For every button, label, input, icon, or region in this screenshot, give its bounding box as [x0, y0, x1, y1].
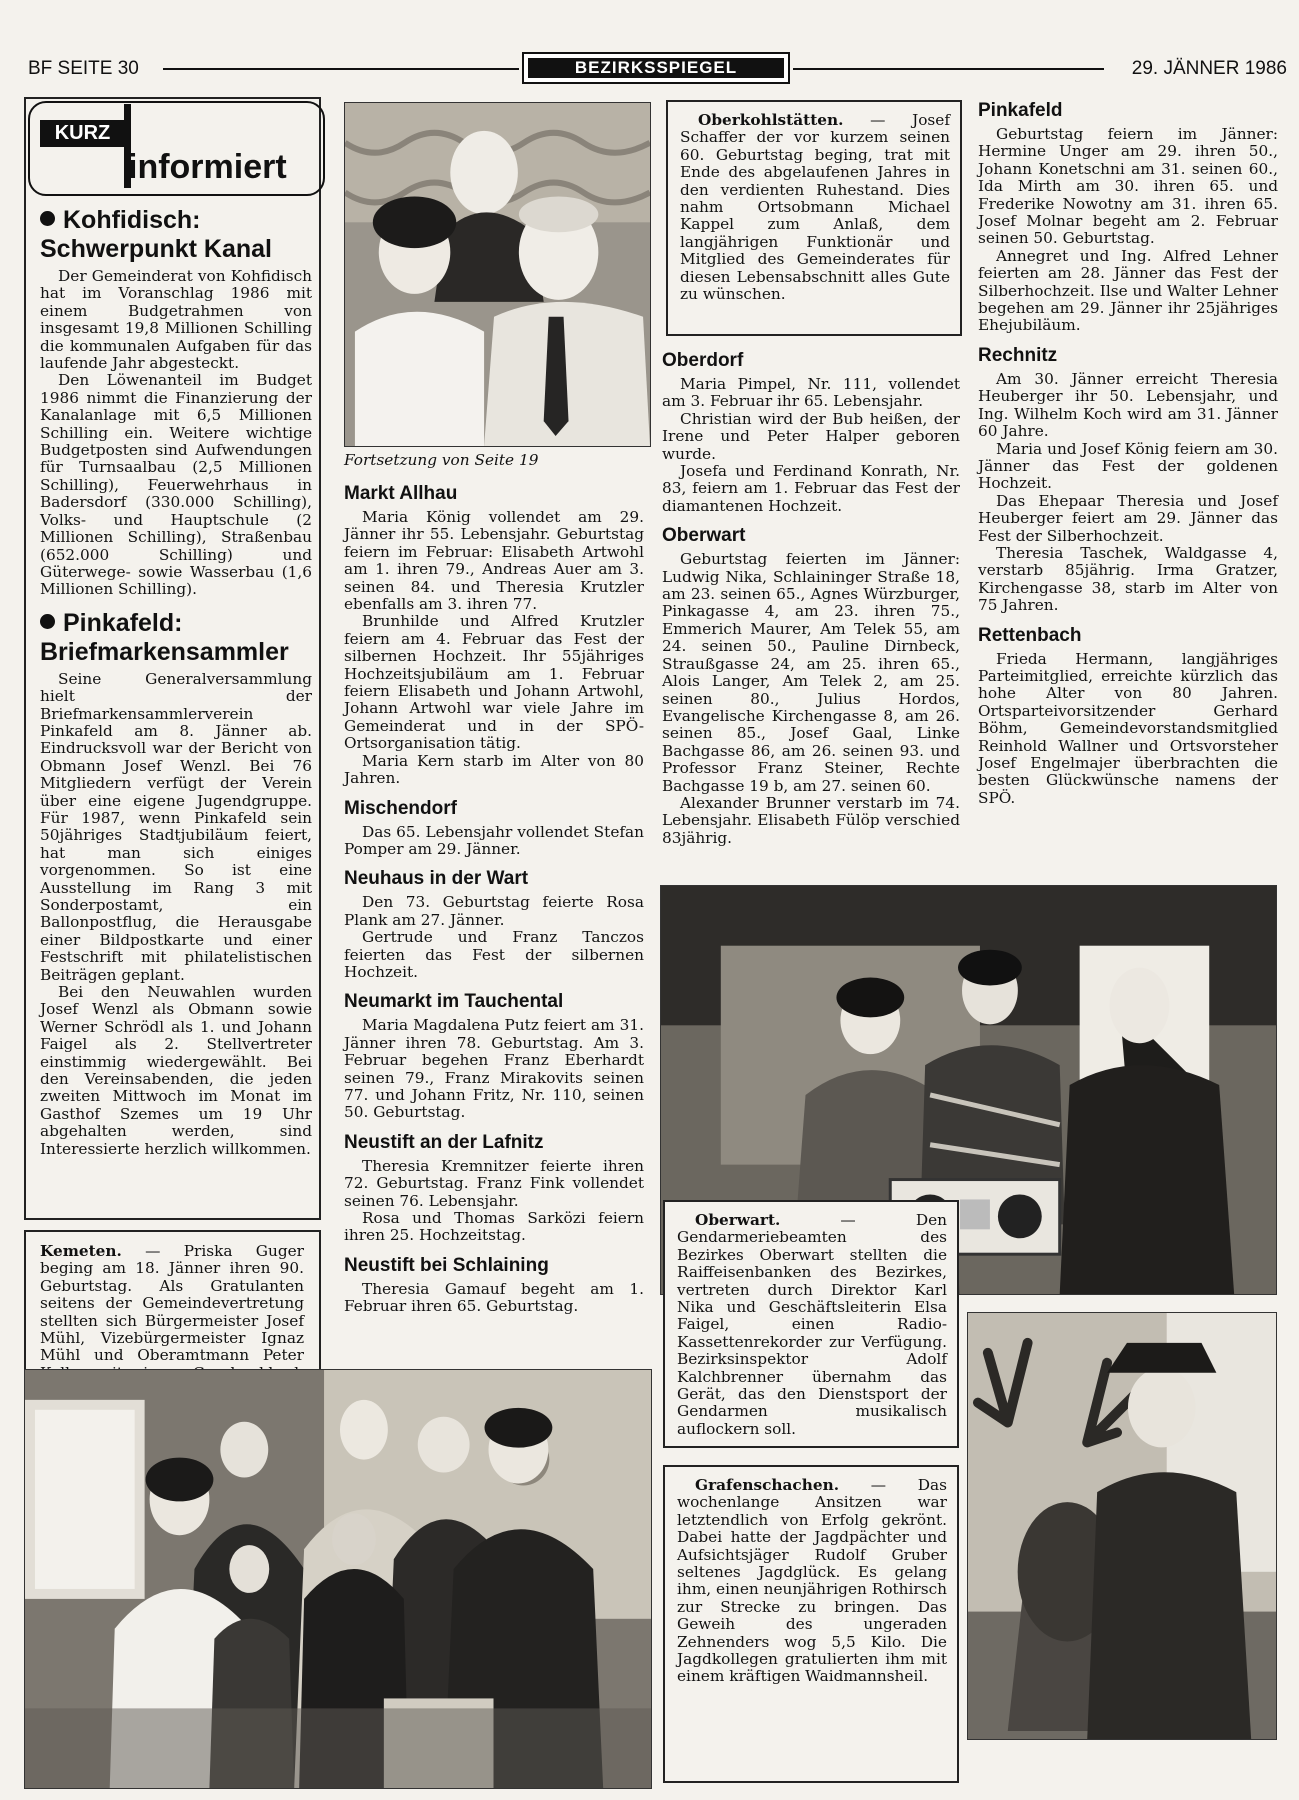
headline-kohfidisch: Kohfidisch: Schwerpunkt Kanal: [40, 206, 272, 263]
heading-mischendorf: Mischendorf: [344, 797, 457, 819]
article-paragraph: Theresia Kremnitzer feierte ihren 72. Geburtstag. Franz Fink vollendet seinen 76. Lebensjahr.: [344, 1156, 644, 1210]
article-paragraph: Das Ehepaar Theresia und Josef Heuberger feiert am 29. Jänner das Fest der Silberhochzeit.: [978, 491, 1278, 545]
article-paragraph: Das 65. Lebensjahr vollendet Stefan Pomper am 29. Jänner.: [344, 822, 644, 858]
article-paragraph: Am 30. Jänner erreicht Theresia Heuberger ihr 50. Lebensjahr, und Ing. Wilhelm Koch wird am 31. Jänner 60 Jahre.: [978, 369, 1278, 441]
headline-pinkafeld: Pinkafeld: Briefmarkensammler: [40, 608, 289, 666]
kurz-logo-word: informiert: [128, 148, 287, 186]
header-rule-right: [793, 68, 1104, 70]
article-paragraph: Gertrude und Franz Tanczos feierten das Fest der silbernen Hochzeit.: [344, 928, 644, 981]
article-paragraph: Brunhilde und Alfred Krutzler feiern am 4. Februar das Fest der silbernen Hochzeit. Ihr 55jähriges Hochzeitsjubiläum am 1. Februar feiern Elisabeth und Johann Artwohl, Johann Artwohl war viele Jahre im Gemeinderat und in der SPÖ-Ortsorganisation tätig.: [344, 612, 644, 753]
oberkohlstaetten-text: [680, 112, 950, 303]
article-paragraph: Maria Kern starb im Alter von 80 Jahren.: [344, 751, 644, 788]
article-paragraph: Kemeten. — Priska Guger beging am 18. Jänner ihren 90. Geburtstag. Als Gratulanten seitens der Gemeindevertretung stellten sich Bürgermeister Josef Mühl, Vizebürgermeister Ignaz Mühl und Oberamtmann Peter: [40, 1242, 304, 1365]
article-paragraph: Maria Magdalena Putz feiert am 31. Jänner ihren 78. Geburtstag. Am 3. Februar begehen Franz Eberhardt seinen 79., Franz Mirakovits seinen 77. und Johann Fritz, Nr. 110, seinen 50. Geburtstag.: [344, 1016, 644, 1122]
article-paragraph: Bei den Neuwahlen wurden Josef Wenzl als Obmann sowie Werner Schrödl als 1. und Johann Faigel als 2. Stellvertreter einstimmig wiedergewählt. Bei den Vereinsabenden, die jeden zweiten Mittwoch im Monat im Gasthof Szemes um 19 Uhr abgehalten werden, sind Interessierte herzlich willkommen.: [40, 983, 312, 1158]
column-4-text: [978, 100, 1278, 807]
issue-date: 29. JÄNNER 1986: [1131, 58, 1287, 79]
heading-rettenbach: Rettenbach: [978, 624, 1082, 646]
heading-rechnitz: Rechnitz: [978, 344, 1058, 366]
article-paragraph: Maria und Josef König feiern am 30. Jänner das Fest der goldenen Hochzeit.: [978, 439, 1278, 493]
column-2-text: [344, 483, 644, 1316]
article-paragraph: Oberwart. — Den Gendarmeriebeamten des Bezirkes Oberwart stellten die Raiffeisenbanken des Bezirkes, vertreten durch Direktor Karl Nika und Geschäftsleiterin Elsa Faigel, einen Radio-Kassettenrekorder zur Verfügung. Bezirksinspektor Adolf Kalchbrenner übernahm das Gerät, das den Dienstsport der Gendarmen musikalisch auflockern soll.: [677, 1211, 947, 1438]
bullet-icon: [40, 211, 55, 226]
article-paragraph: Oberkohlstätten. — Josef Schaffer der vor kurzem seinen 60. Geburtstag beging, trat mit Ende des abgelaufenen Jahres in den verdienten Ruhestand. Dies nahm Ortsobmann Michael Kappel zum Anlaß, dem langjährigen Funktionär und Mitglied des Gemeinderates für diesen Lebensabschnitt alles Gute zu wünschen.: [680, 111, 950, 304]
article-paragraph: Geburtstag feiern im Jänner: Hermine Unger am 29. ihren 50., Johann Konetschni am 31. seinen 60., Ida Mirth am 30. ihren 65. und Frederike Nowotny am 31. ihren 65. Josef Molnar begeht am 2. Februar seinen 50. Geburtstag.: [978, 125, 1278, 248]
kurz-logo-tag: KURZ: [40, 120, 125, 147]
article-paragraph: Frieda Hermann, langjähriges Parteimitglied, erreichte kürzlich das hohe Alter von 80 Jahren. Ortsparteivorsitzender Gerhard Böhm, Gemeindevorstandsmitglied Reinhold Wallner und Ortsvorsteher Josef Engelmajer überbrachten die besten Glückwünsche namens der SPÖ.: [978, 649, 1278, 807]
article-paragraph: Geburtstag feierten im Jänner: Ludwig Nika, Schlaininger Straße 18, am 23. seinen 65., Agnes Würzburger, Pinkagasse 4, am 23. ihren 75., Emmerich Maurer, Am Telek 55, am 24. seinen 50., Pauline Dirnbeck, Straußgasse 24, am 25. ihren 65., Alois Langer, Am Telek 2, am 25. seinen 80., Julius Hordos, Evangelische Kirchengasse 8, am 26. seinen 85., Josef Gaal, Linke Bachgasse 86, am 26. seinen 93. und Professor Franz Steiner, Rechte Bachgasse 19 b, am 27. seinen 60.: [662, 550, 960, 795]
heading-pinkafeld: Pinkafeld: [978, 100, 1063, 121]
heading-oberwart: Oberwart: [662, 525, 746, 547]
article-paragraph: Josefa und Ferdinand Konrath, Nr. 83, feiern am 1. Februar das Fest der diamantenen Hochzeit.: [662, 462, 960, 515]
article-paragraph: Alexander Brunner verstarb im 74. Lebensjahr. Elisabeth Fülöp verschied 83jährig.: [662, 793, 960, 847]
column-1-text: [40, 206, 312, 1158]
photo-hunter-deer: [967, 1312, 1277, 1740]
masthead: [522, 52, 790, 84]
article-paragraph: Annegret und Ing. Alfred Lehner feierten am 28. Jänner das Fest der Silberhochzeit. Ilse und Walter Lehner begehen am 29. Jänner ihr 25jähriges Ehejubiläum.: [978, 246, 1278, 335]
article-paragraph: Christian wird der Bub heißen, der Irene und Peter Halper geboren wurde.: [662, 409, 960, 463]
heading-neumarkt: Neumarkt im Tauchental: [344, 991, 564, 1013]
page-number: BF SEITE 30: [28, 58, 139, 79]
heading-markt-allhau: Markt Allhau: [344, 483, 458, 504]
article-paragraph: Den Löwenanteil im Budget 1986 nimmt die Finanzierung der Kanalanlage mit 6,5 Millionen Schilling ein. Weitere wichtige Budgetposten sind Aufwendungen für Turnsaalbau (2,5 Millionen Schilling), Feuerwehrhaus in Badersdorf (330.000 Schilling), Volks- und Hauptschule (2 Millionen Schilling), Straßenbau (652.000 Schilling) und Güterwege- sowie Wasserbau (1,6 Millionen Schilling).: [40, 371, 312, 599]
column-3-text: [662, 350, 960, 847]
header-rule-left: [163, 68, 519, 70]
photo-caption: Fortsetzung von Seite 19: [344, 451, 539, 469]
grafenschachen-text: [677, 1477, 947, 1686]
heading-neustift-schlaining: Neustift bei Schlaining: [344, 1254, 549, 1276]
article-paragraph: Theresia Taschek, Waldgasse 4, verstarb 85jährig. Irma Gratzer, Kirchengasse 38, starb im Alter von 75 Jahren.: [978, 543, 1278, 615]
masthead-title: BEZIRKSSPIEGEL: [528, 58, 784, 78]
heading-neuhaus: Neuhaus in der Wart: [344, 868, 529, 890]
heading-oberdorf: Oberdorf: [662, 350, 744, 371]
heading-neustift-lafnitz: Neustift an der Lafnitz: [344, 1131, 544, 1153]
bullet-icon: [40, 614, 55, 629]
article-paragraph: Grafenschachen. — Das wochenlange Ansitzen war letztendlich von Erfolg gekrönt. Dabei hatte der Jagdpächter und Aufsichtsjäger Rudolf Gruber seltenes Jagdglück. Es gelang ihm, einen neunjährigen Rothirsch zur Strecke zu bringen. Das Geweih des ungeraden Zehnenders wog 5,5 Kilo. Die Jagdkollegen gratulierten ihm mit einem kräftigen Waidmannsheil.: [677, 1476, 947, 1686]
article-paragraph: Rosa und Thomas Sarközi feiern ihren 25. Hochzeitstag.: [344, 1209, 644, 1245]
article-paragraph: Den 73. Geburtstag feierte Rosa Plank am 27. Jänner.: [344, 893, 644, 929]
article-paragraph: Maria Pimpel, Nr. 111, vollendet am 3. Februar ihr 65. Lebensjahr.: [662, 375, 960, 411]
article-paragraph: Seine Generalversammlung hielt der Briefmarkensammlerverein Pinkafeld am 8. Jänner ab. Eindrucksvoll war der Bericht von Obmann Josef Wenzl. Bei 76 Mitgliedern verfügt der Verein über eine eigene Jugendgruppe. Für 1987, wenn Pinkafeld sein 50jähriges Stadtjubiläum feiert, hat man sich einiges vorgenommen. So ist eine Ausstellung im Rang 3 mit Sonderpostamt, ein Ballonpostflug, die Herausgabe einer Bildpostkarte und einer Festschrift mit philatelistischen Beiträgen geplant.: [40, 669, 312, 984]
photo-family-portrait: [344, 102, 651, 447]
photo-group-kemeten: [24, 1369, 652, 1789]
oberwart-caption-text: [677, 1212, 947, 1438]
article-paragraph: Theresia Gamauf begeht am 1. Februar ihren 65. Geburtstag.: [344, 1279, 644, 1316]
article-paragraph: Maria König vollendet am 29. Jänner ihr 55. Lebensjahr. Geburtstag feiern im Februar: Elisabeth Artwohl am 1. ihren 79., Andreas Auer am 3. seinen 84. und Theresia Krutzler ebenfalls am 3. ihren 77.: [344, 508, 644, 614]
article-paragraph: Der Gemeinderat von Kohfidisch hat im Voranschlag 1986 mit einem Budgetrahmen von insgesamt 19,8 Millionen Schilling die kommunalen Aufgaben für das laufende Jahr abgesteckt.: [40, 267, 312, 373]
